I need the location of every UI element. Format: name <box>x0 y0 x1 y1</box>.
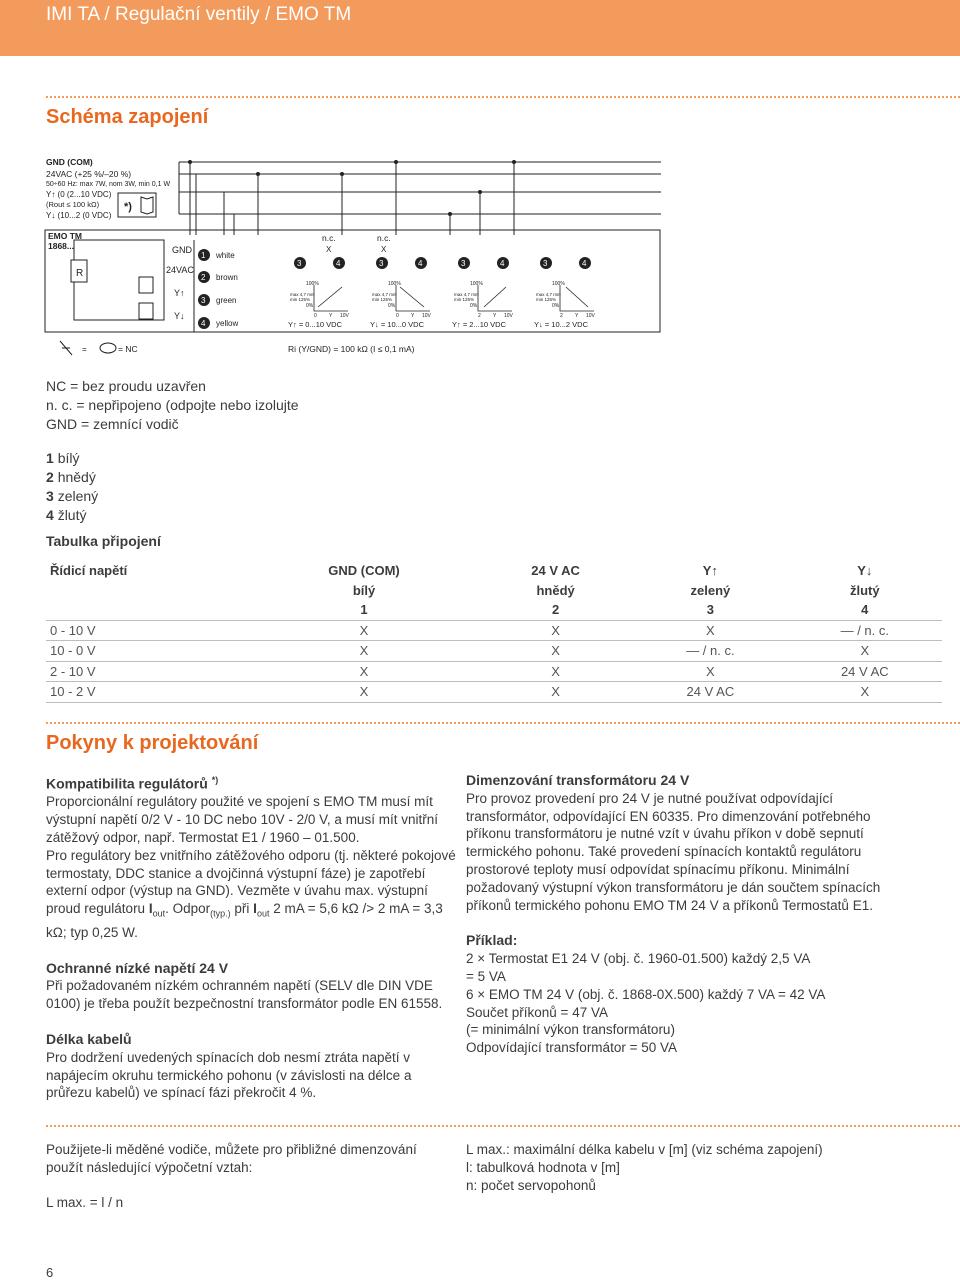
compat-title: Kompatibilita regulátorů *) <box>46 775 219 792</box>
table-row: 10 - 2 V X X 24 V AC X <box>46 682 942 703</box>
svg-text:Y↑: Y↑ <box>174 288 185 298</box>
svg-text:Y↓: Y↓ <box>174 311 185 321</box>
bus-lines <box>179 162 661 235</box>
svg-text:24VAC: 24VAC <box>166 265 194 275</box>
svg-text:0%: 0% <box>470 303 478 309</box>
svg-text:min 125%: min 125% <box>372 297 393 302</box>
legend-nc: = NC <box>118 344 138 354</box>
nc-legend-icon <box>60 341 138 355</box>
ri-note: Ri (Y/GND) = 100 kΩ (I ≤ 0,1 mA) <box>288 344 415 354</box>
svg-text:Y↓ = 10...2 VDC: Y↓ = 10...2 VDC <box>534 320 588 329</box>
device-frame <box>45 230 660 332</box>
svg-text:2: 2 <box>201 273 206 282</box>
table-title: Tabulka připojení <box>46 533 161 549</box>
svg-text:max 4,7 mm: max 4,7 mm <box>536 292 561 297</box>
svg-text:10V: 10V <box>340 313 349 319</box>
svg-text:2: 2 <box>560 313 563 319</box>
footer-right: L max.: maximální délka kabelu v [m] (viz schéma zapojení) l: tabulková hodnota v [m] n: počet servopohonů <box>466 1142 823 1193</box>
svg-text:0%: 0% <box>388 303 396 309</box>
svg-text:green: green <box>216 296 237 305</box>
svg-text:Y: Y <box>575 313 579 319</box>
svg-text:4: 4 <box>418 259 423 268</box>
resistor-label: R <box>76 268 84 279</box>
svg-text:0%: 0% <box>552 303 560 309</box>
svg-text:=: = <box>82 345 87 354</box>
svg-text:max 4,7 mm: max 4,7 mm <box>454 292 479 297</box>
header-title: IMI TA / Regulační ventily / EMO TM <box>46 4 352 25</box>
svg-text:4: 4 <box>582 259 587 268</box>
wiring-title: Schéma zapojení <box>46 106 209 128</box>
scheme-2 <box>370 257 432 329</box>
svg-text:n.c.: n.c. <box>377 233 391 243</box>
svg-text:3: 3 <box>379 259 384 268</box>
wiring-diagram <box>44 155 664 365</box>
header-bar <box>0 0 960 56</box>
page-number: 6 <box>46 1265 54 1280</box>
svg-text:brown: brown <box>216 273 238 282</box>
supply-note: 50÷60 Hz: max 7W, nom 3W, min 0,1 W <box>46 181 171 188</box>
svg-text:Y: Y <box>411 313 415 319</box>
svg-text:min 125%: min 125% <box>536 297 557 302</box>
svg-text:Y↑ = 2...10 VDC: Y↑ = 2...10 VDC <box>452 320 506 329</box>
svg-text:Y: Y <box>493 313 497 319</box>
svg-text:3: 3 <box>461 259 466 268</box>
svg-text:100%: 100% <box>388 281 401 287</box>
svg-text:100%: 100% <box>470 281 483 287</box>
svg-text:n.c.: n.c. <box>322 233 336 243</box>
scheme-3 <box>452 257 514 329</box>
svg-text:white: white <box>216 251 235 260</box>
svg-text:Y↓ = 10...0 VDC: Y↓ = 10...0 VDC <box>370 320 424 329</box>
table-row: 10 - 0 V X X — / n. c. X <box>46 641 942 662</box>
svg-text:4: 4 <box>201 319 206 328</box>
svg-text:yellow: yellow <box>216 319 239 328</box>
svg-text:10V: 10V <box>504 313 513 319</box>
svg-text:0%: 0% <box>306 303 314 309</box>
gnd-label: GND (COM) <box>46 157 93 167</box>
table-row: 0 - 10 V X X X — / n. c. <box>46 620 942 641</box>
abbreviation-notes: NC = bez proudu uzavřen n. c. = nepřipojeno (odpojte nebo izolujte GND = zemnící vodič <box>46 378 299 432</box>
svg-text:GND: GND <box>172 245 192 255</box>
section-divider <box>46 1125 960 1127</box>
svg-text:max 4,7 mm: max 4,7 mm <box>290 292 315 297</box>
section-divider <box>46 722 960 724</box>
connection-table: Řídicí napětí GND (COM) 24 V AC Y↑ Y↓ bílý hnědý zelený žlutý 1 2 3 4 0 - 10 V X X X — / n. c. 10 - 0 V X X — / n. c. X 2 - 10 V X X X 24 V AC 10 - 2 V X X 24 V AC X <box>46 561 942 703</box>
svg-text:100%: 100% <box>552 281 565 287</box>
scheme-4 <box>534 257 596 329</box>
svg-text:4: 4 <box>336 259 341 268</box>
rout-label: (Rout ≤ 100 kΩ) <box>46 200 100 209</box>
device-name: EMO TM <box>48 231 82 241</box>
planning-title: Pokyny k projektování <box>46 732 259 754</box>
svg-text:X: X <box>381 245 387 254</box>
svg-text:4: 4 <box>500 259 505 268</box>
wire-color-list: 1 bílý 2 hnědý 3 zelený 4 žlutý <box>46 450 99 523</box>
svg-text:3: 3 <box>201 296 206 305</box>
right-column: Dimenzování transformátoru 24 V Pro provoz provedení pro 24 V je nutné používat odpovídající transformátor, odpovídající EN 60335. Pro dimenzování potřebného příkonu transformátoru je nutné vzít v úvahu příkon v době sepnutí termického pohonu. Také provedení spínacích kontaktů regulátoru prostorové teploty musí odpovídat spínacímu příkonu. Minimální požadovaný výstupní výkon transformátoru je dán součtem spínacích příkonů termického pohonu EMO TM 24 V a příkonů Termostatů E1. Příklad: 2 × Termostat E1 24 V (obj. č. 1960-01.500) každý 2,5 VA = 5 VA 6 × EMO TM 24 V (obj. č. 1868-0X.500) každý 7 VA = 42 VA Součet příkonů = 47 VA (= minimální výkon transformátoru) Odpovídající transformátor = 50 VA <box>466 772 881 1056</box>
svg-text:3: 3 <box>297 259 302 268</box>
svg-text:min 125%: min 125% <box>454 297 475 302</box>
svg-text:min 125%: min 125% <box>290 297 311 302</box>
section-divider <box>46 96 960 98</box>
left-column: Kompatibilita regulátorů *) Proporcionální regulátory použité ve spojení s EMO TM musí mít výstupní napětí 0/2 V - 10 DC nebo 10V - 2/0 V, a musí mít vnitřní zátěžový odpor, např. Termostat E1 / 1960 – 01.500. Pro regulátory bez vnitřního zátěžového odporu (tj. některé pokojové termostaty, DDC stanice a dvojčinná výstupní fáze) je zapotřebí externí odpor (výstup na GND). Vezměte v úvahu max. výstupní proud regulátoru $I_{out}$. Odpor$_{(typ.)}$ při $I_{out}$ 2 mA = 5,6 kΩ /> 2 mA = 3,3 kΩ; typ 0,25 W. Ochranné nízké napětí 24 V Při požadovaném nízkém ochranném napětí (SELV dle DIN VDE 0100) je třeba použít bezpečnostní transformátor podle EN 61558. Délka kabelů Pro dodržení uvedených spínacích dob nesmí ztráta napětí v napájecím okruhu termického pohonu (v závislosti na délce a průřezu kabelů) ve spínací fázi překročit 4 %. <box>46 772 456 1102</box>
svg-text:X: X <box>326 245 332 254</box>
svg-text:1: 1 <box>201 251 206 260</box>
manual-note-icon <box>118 193 156 217</box>
supply-label: 24VAC (+25 %/–20 %) <box>46 169 132 179</box>
svg-text:10V: 10V <box>586 313 595 319</box>
svg-text:0: 0 <box>314 313 317 319</box>
svg-text:0: 0 <box>396 313 399 319</box>
svg-text:100%: 100% <box>306 281 319 287</box>
svg-text:3: 3 <box>543 259 548 268</box>
svg-text:2: 2 <box>478 313 481 319</box>
table-row: 2 - 10 V X X X 24 V AC <box>46 661 942 682</box>
y-up-label: Y↑ (0 (2...10 VDC) <box>46 190 112 199</box>
footer-left: Použijete-li měděné vodiče, můžete pro přibližné dimenzování použít následující výpočetní vztah: L max. = l / n <box>46 1142 417 1210</box>
svg-text:10V: 10V <box>422 313 431 319</box>
svg-text:Y↑ = 0...10 VDC: Y↑ = 0...10 VDC <box>288 320 342 329</box>
device-number: 1868... <box>48 241 74 251</box>
scheme-1 <box>288 257 350 329</box>
y-down-label: Y↓ (10...2 (0 VDC) <box>46 211 112 220</box>
svg-text:Y: Y <box>329 313 333 319</box>
star-note: *) <box>124 201 132 213</box>
svg-text:max 4,7 mm: max 4,7 mm <box>372 292 397 297</box>
